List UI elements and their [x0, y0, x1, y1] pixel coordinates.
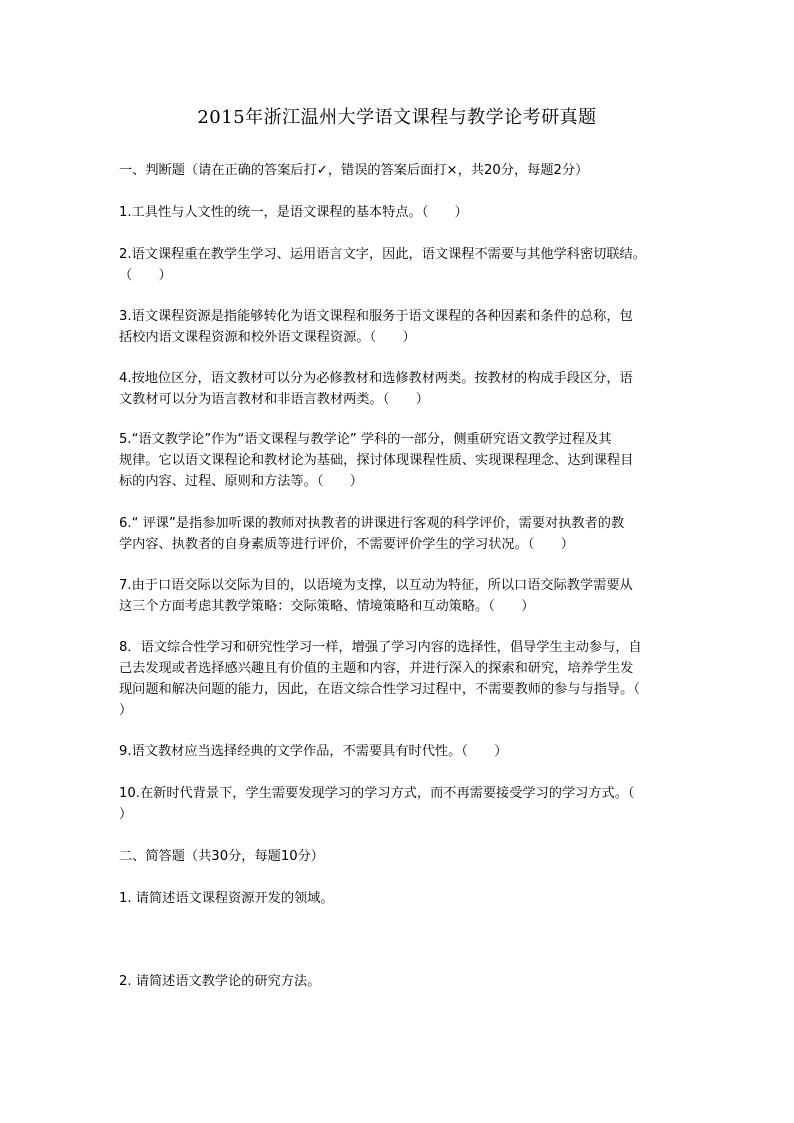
question-line: （ ）: [119, 268, 172, 283]
question-line: 这三个方面考虑其教学策略：交际策略、情境策略和互动策略。（ ）: [119, 599, 535, 614]
page-title: 2015年浙江温州大学语文课程与教学论考研真题: [197, 107, 597, 128]
question-4: [119, 368, 679, 410]
question-line: 9.语文教材应当选择经典的文学作品，不需要具有时代性。（ ）: [119, 744, 508, 759]
question-2: [119, 244, 679, 286]
question-line: 括校内语文课程资源和校外语文课程资源。（ ）: [119, 330, 416, 345]
question-line: 学内容、执教者的自身素质等进行评价，不需要评价学生的学习状况。（ ）: [119, 537, 574, 552]
question-1: [119, 202, 679, 223]
question-line: 10.在新时代背景下，学生需要发现学习的学习方式，而不再需要接受学习的学习方式。（: [119, 786, 635, 801]
question-7: [119, 575, 679, 617]
question-line: 标的内容、过程、原则和方法等。（ ）: [119, 474, 363, 489]
question-line: 文教材可以分为语言教材和非语言教材两类。（ ）: [119, 392, 429, 407]
question-line: 3.语文课程资源是指能够转化为语文课程和服务于语文课程的各种因素和条件的总称，包: [119, 309, 633, 324]
question-line: 2. 请简述语文教学论的研究方法。: [119, 974, 321, 989]
question-3: [119, 306, 679, 348]
question-8: [119, 637, 679, 721]
question-line: 8．语文综合性学习和研究性学习一样，增强了学习内容的选择性，倡导学生主动参与，自: [119, 640, 642, 655]
short-answer-1: [119, 888, 679, 909]
question-10: [119, 783, 679, 825]
question-line: 规律。它以语文课程论和教材论为基础，探讨体现课程性质、实现课程理念、达到课程目: [119, 453, 634, 468]
section-1-heading: 一、判断题（请在正确的答案后打✓，错误的答案后面打×，共20分，每题2分）: [119, 163, 589, 178]
question-6: [119, 513, 679, 555]
question-line: 7.由于口语交际以交际为目的，以语境为支撑，以互动为特征，所以口语交际教学需要从: [119, 578, 633, 593]
question-9: [119, 741, 679, 762]
question-line: 现问题和解决问题的能力，因此，在语文综合性学习过程中，不需要教师的参与与指导。（: [119, 682, 640, 697]
question-line: 4.按地位区分，语文教材可以分为必修教材和选修教材两类。按教材的构成手段区分，语: [119, 371, 633, 386]
section-2-heading: 二、简答题（共30分，每题10分）: [119, 849, 324, 864]
question-line: ）: [119, 807, 133, 822]
question-line: ）: [119, 703, 133, 718]
question-line: 1.工具性与人文性的统一，是语文课程的基本特点。（ ）: [119, 205, 468, 220]
question-5: [119, 429, 679, 492]
question-line: 1. 请简述语文课程资源开发的领域。: [119, 891, 334, 906]
question-line: 5.“语文教学论”作为“语文课程与教学论” 学科的一部分，侧重研究语文教学过程及其: [119, 432, 612, 447]
question-line: 2.语文课程重在教学生学习、运用语言文字，因此，语文课程不需要与其他学科密切联结。: [119, 247, 646, 262]
question-line: 6.“ 评课”是指参加听课的教师对执教者的讲课进行客观的科学评价，需要对执教者的教: [119, 516, 625, 531]
short-answer-2: [119, 971, 679, 992]
question-line: 己去发现或者选择感兴趣且有价值的主题和内容，并进行深入的探索和研究，培养学生发: [119, 661, 634, 676]
